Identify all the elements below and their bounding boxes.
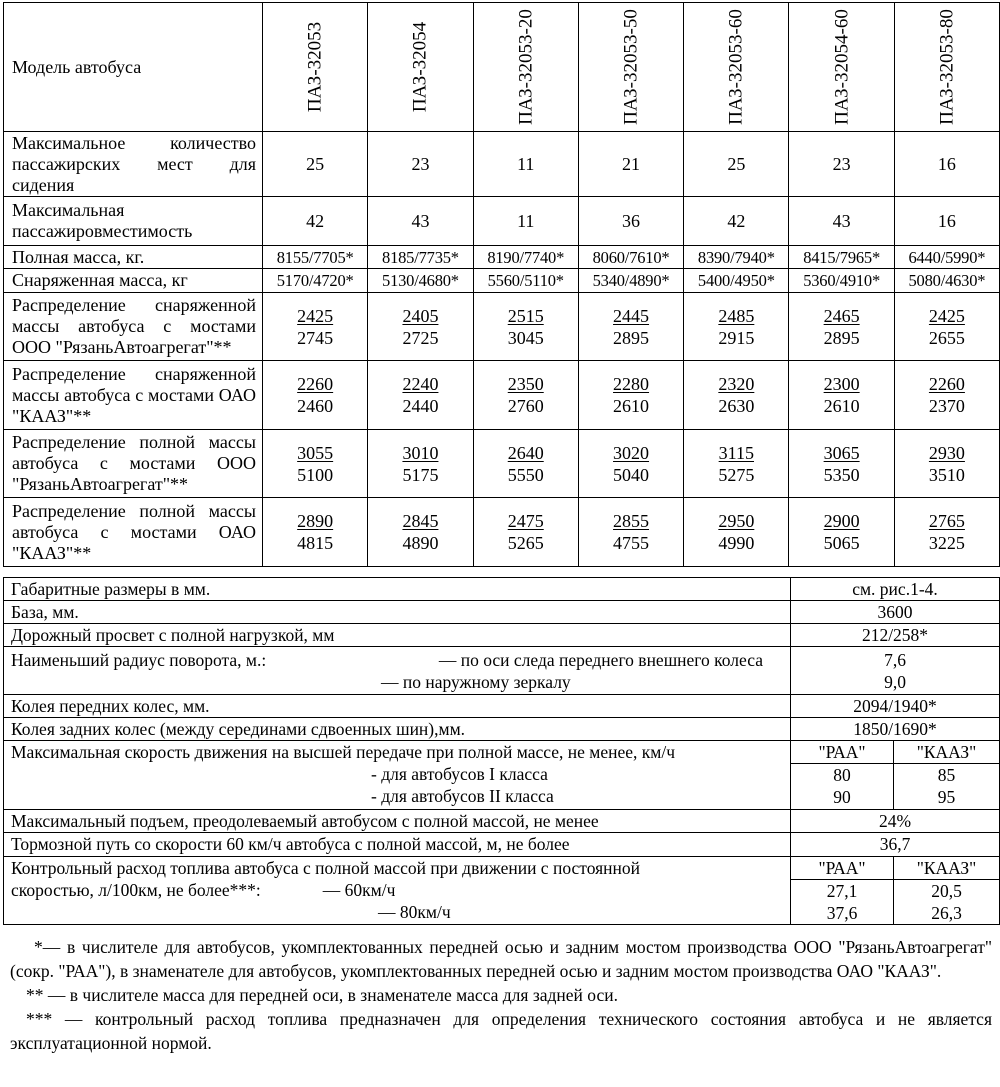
model-name: ПАЗ-32053-80 <box>936 9 958 125</box>
fraction <box>718 305 754 349</box>
row-dist-curb-kaaz <box>4 361 1000 430</box>
numerator: 2300 <box>823 374 860 394</box>
radius-label: Наименьший радиус поворота, м.: <box>11 649 267 670</box>
numerator: 3115 <box>718 442 754 463</box>
fraction-cell <box>368 361 473 430</box>
denominator: 2610 <box>823 396 860 416</box>
fuel-sub2: — 80км/ч <box>378 901 451 922</box>
speed-b2: 95 <box>894 786 1000 809</box>
numerator: 2475 <box>507 511 544 531</box>
numerator: 2930 <box>928 442 965 463</box>
speed-label: Максимальная скорость движения на высшей передаче при полной массе, не менее, км/ч <box>11 742 675 762</box>
model-name: ПАЗ-32053 <box>304 21 326 113</box>
denominator: 2630 <box>718 396 755 416</box>
denominator: 5065 <box>823 533 860 553</box>
value-cell: 16 <box>894 132 999 197</box>
fraction-cell <box>578 293 683 361</box>
denominator: 5265 <box>507 533 544 553</box>
dims-label: Габаритные размеры в мм. <box>4 578 791 601</box>
fraction-cell <box>263 293 368 361</box>
denominator: 4990 <box>718 533 755 553</box>
value-cell: 5340/4890* <box>578 269 683 293</box>
fraction-cell <box>789 361 894 430</box>
fraction-cell <box>894 293 999 361</box>
row-dist-curb-raa <box>4 293 1000 361</box>
numerator: 2845 <box>402 511 439 531</box>
radius-sub2: — по наружному зеркалу <box>381 671 571 692</box>
denominator: 4755 <box>613 533 650 553</box>
denominator: 2460 <box>297 396 334 416</box>
denominator: 2440 <box>402 396 439 416</box>
model-header <box>263 3 368 132</box>
denominator: 5100 <box>297 464 334 485</box>
dims-value: см. рис.1-4. <box>791 578 1000 601</box>
value-cell: 5560/5110* <box>473 269 578 293</box>
fraction-cell <box>368 498 473 567</box>
front-track-label: Колея передних колес, мм. <box>4 695 791 718</box>
fraction <box>297 305 333 349</box>
radius-sub1: — по оси следа переднего внешнего колеса <box>438 649 763 670</box>
fraction-cell <box>894 361 999 430</box>
denominator: 5275 <box>718 464 755 485</box>
rear-track-value: 1850/1690* <box>791 718 1000 741</box>
numerator: 2890 <box>297 511 334 531</box>
fraction-cell <box>684 498 789 567</box>
value-cell: 8185/7735* <box>368 246 473 269</box>
value-cell: 8415/7965* <box>789 246 894 269</box>
rear-track-label: Колея задних колес (между серединами сдвоенных шин),мм. <box>4 718 791 741</box>
numerator: 2485 <box>718 305 755 326</box>
numerator: 2445 <box>613 305 650 326</box>
denominator: 5175 <box>402 464 439 485</box>
value-cell: 8155/7705* <box>263 246 368 269</box>
denominator: 2655 <box>928 327 965 348</box>
fraction <box>824 442 860 486</box>
fraction <box>508 305 544 349</box>
fraction <box>508 442 544 486</box>
fuel-sub1: — 60км/ч <box>322 879 396 900</box>
speed-head-raa: "РАА" <box>791 741 894 764</box>
specs-table-general <box>3 577 1000 925</box>
fraction <box>718 510 754 554</box>
numerator: 2260 <box>297 374 334 394</box>
speed-cell <box>4 741 791 810</box>
row-label: Снаряженная масса, кг <box>4 269 263 293</box>
fraction <box>929 510 965 554</box>
value-cell: 23 <box>368 132 473 197</box>
row-label: Распределение снаряженной массы автобуса с мостами ОАО "КААЗ"** <box>4 361 263 430</box>
fraction <box>402 373 438 417</box>
model-name: ПАЗ-32053-60 <box>725 9 747 125</box>
denominator: 2760 <box>507 396 544 416</box>
row-dims <box>4 578 1000 601</box>
denominator: 5550 <box>507 464 544 485</box>
numerator: 2855 <box>613 511 650 531</box>
fraction-cell <box>368 293 473 361</box>
fraction-cell <box>789 430 894 498</box>
fraction-cell <box>473 498 578 567</box>
model-name: ПАЗ-32053-20 <box>515 9 537 125</box>
fraction-cell <box>578 361 683 430</box>
value-cell: 21 <box>578 132 683 197</box>
value-cell: 23 <box>789 132 894 197</box>
fraction-cell <box>473 430 578 498</box>
numerator: 3010 <box>402 442 439 463</box>
denominator: 3510 <box>928 464 965 485</box>
value-cell: 8060/7610* <box>578 246 683 269</box>
numerator: 2405 <box>402 305 439 326</box>
model-header <box>473 3 578 132</box>
row-label: Максимальное количество пассажирских мест для сидения <box>4 132 263 197</box>
radius-cell <box>4 647 791 695</box>
footnotes <box>10 935 992 1055</box>
row-brake <box>4 832 1000 856</box>
footnote-2: ** — в числителе масса для передней оси, в знаменателе масса для задней оси. <box>26 985 618 1005</box>
row-fuel-head <box>4 856 1000 879</box>
fraction <box>613 373 649 417</box>
denominator: 2745 <box>297 327 334 348</box>
row-seats <box>4 132 1000 197</box>
row-label: Распределение полной массы автобуса с мостами ООО "РязаньАвтоагрегат"** <box>4 430 263 498</box>
numerator: 2260 <box>928 374 965 394</box>
fraction-cell <box>473 361 578 430</box>
numerator: 2900 <box>823 511 860 531</box>
value-cell: 5130/4680* <box>368 269 473 293</box>
fuel-a2: 37,6 <box>791 902 894 925</box>
model-header <box>368 3 473 132</box>
footnote-1: *— в числителе для автобусов, укомплектованных передней осью и задним мостом производства ООО "РязаньАвтоагрегат" (сокр. "РАА"), в знаменателе для автобусов, укомплектованных передней осью и задним мостом производства ОАО "КААЗ". <box>10 937 992 981</box>
row-speed-head <box>4 741 1000 764</box>
value-cell: 6440/5990* <box>894 246 999 269</box>
numerator: 2280 <box>613 374 650 394</box>
fraction-cell <box>578 430 683 498</box>
fraction <box>297 442 333 486</box>
fraction <box>824 305 860 349</box>
fraction-cell <box>684 430 789 498</box>
fraction <box>718 442 754 486</box>
row-front-track <box>4 695 1000 718</box>
numerator: 3020 <box>613 442 650 463</box>
row-label: Распределение снаряженной массы автобуса с мостами ООО "РязаньАвтоагрегат"** <box>4 293 263 361</box>
fuel-a1: 27,1 <box>791 879 894 902</box>
footnote-3: *** — контрольный расход топлива предназначен для определения технического состояния автобуса и не является эксплуатационной нормой. <box>10 1009 992 1053</box>
fraction <box>613 305 649 349</box>
row-dist-full-raa <box>4 430 1000 498</box>
model-header <box>894 3 999 132</box>
brake-label: Тормозной путь со скорости 60 км/ч автобуса с полной массой, м, не более <box>4 832 791 856</box>
fraction <box>297 373 333 417</box>
row-label: Распределение полной массы автобуса с мостами ОАО "КААЗ"** <box>4 498 263 567</box>
denominator: 2610 <box>613 396 650 416</box>
numerator: 2425 <box>928 305 965 326</box>
denominator: 3045 <box>507 327 544 348</box>
numerator: 3065 <box>823 442 860 463</box>
value-cell: 8390/7940* <box>684 246 789 269</box>
row-full-mass <box>4 246 1000 269</box>
row-curb-mass <box>4 269 1000 293</box>
model-name: ПАЗ-32053-50 <box>620 9 642 125</box>
climb-value: 24% <box>791 809 1000 832</box>
value-cell: 25 <box>263 132 368 197</box>
fraction-cell <box>789 498 894 567</box>
base-value: 3600 <box>791 601 1000 624</box>
radius-v1: 7,6 <box>884 649 906 670</box>
fuel-label-2: скоростью, л/100км, не более***: <box>11 879 261 900</box>
fraction <box>402 442 438 486</box>
fraction-cell <box>894 498 999 567</box>
row-label: Полная масса, кг. <box>4 246 263 269</box>
numerator: 2350 <box>507 374 544 394</box>
fraction-cell <box>789 293 894 361</box>
fraction <box>402 510 438 554</box>
fraction-cell <box>368 430 473 498</box>
row-rear-track <box>4 718 1000 741</box>
fraction <box>824 373 860 417</box>
numerator: 2465 <box>823 305 860 326</box>
clearance-label: Дорожный просвет с полной нагрузкой, мм <box>4 624 791 647</box>
fuel-label-1: Контрольный расход топлива автобуса с полной массой при движении с постоянной <box>11 857 641 878</box>
fraction <box>718 373 754 417</box>
denominator: 4815 <box>297 533 334 553</box>
value-cell: 5360/4910* <box>789 269 894 293</box>
fuel-b1: 20,5 <box>894 879 1000 902</box>
numerator: 2765 <box>928 511 965 531</box>
value-cell: 5080/4630* <box>894 269 999 293</box>
denominator: 5350 <box>823 464 860 485</box>
fraction-cell <box>473 293 578 361</box>
value-cell: 36 <box>578 197 683 246</box>
speed-a1: 80 <box>791 764 894 787</box>
value-cell: 43 <box>789 197 894 246</box>
radius-v2: 9,0 <box>884 671 906 692</box>
numerator: 2425 <box>297 305 334 326</box>
speed-sub2: - для автобусов II класса <box>371 786 554 806</box>
fraction <box>824 510 860 554</box>
fraction <box>508 373 544 417</box>
value-cell: 8190/7740* <box>473 246 578 269</box>
value-cell: 16 <box>894 197 999 246</box>
climb-label: Максимальный подъем, преодолеваемый автобусом с полной массой, не менее <box>4 809 791 832</box>
fuel-b2: 26,3 <box>894 902 1000 925</box>
row-dist-full-kaaz <box>4 498 1000 567</box>
fuel-cell <box>4 856 791 924</box>
header-label: Модель автобуса <box>4 3 263 132</box>
row-clearance <box>4 624 1000 647</box>
denominator: 2895 <box>823 327 860 348</box>
front-track-value: 2094/1940* <box>791 695 1000 718</box>
fraction-cell <box>263 430 368 498</box>
fraction-cell <box>894 430 999 498</box>
denominator: 2370 <box>928 396 965 416</box>
speed-a2: 90 <box>791 786 894 809</box>
denominator: 2915 <box>718 327 755 348</box>
numerator: 2950 <box>718 511 755 531</box>
model-name: ПАЗ-32054-60 <box>831 9 853 125</box>
row-label: Максимальная пассажировместимость <box>4 197 263 246</box>
numerator: 2240 <box>402 374 439 394</box>
value-cell: 42 <box>263 197 368 246</box>
model-header <box>578 3 683 132</box>
row-climb <box>4 809 1000 832</box>
fraction <box>297 510 333 554</box>
fraction <box>929 373 965 417</box>
fraction-cell <box>263 498 368 567</box>
fraction-cell <box>684 293 789 361</box>
speed-head-kaaz: "КААЗ" <box>894 741 1000 764</box>
numerator: 2320 <box>718 374 755 394</box>
value-cell: 5170/4720* <box>263 269 368 293</box>
fraction <box>402 305 438 349</box>
numerator: 2640 <box>507 442 544 463</box>
denominator: 4890 <box>402 533 439 553</box>
row-base <box>4 601 1000 624</box>
speed-b1: 85 <box>894 764 1000 787</box>
denominator: 5040 <box>613 464 650 485</box>
value-cell: 25 <box>684 132 789 197</box>
model-header <box>789 3 894 132</box>
row-capacity <box>4 197 1000 246</box>
value-cell: 5400/4950* <box>684 269 789 293</box>
value-cell: 11 <box>473 132 578 197</box>
value-cell: 43 <box>368 197 473 246</box>
denominator: 3225 <box>928 533 965 553</box>
fraction <box>613 510 649 554</box>
fraction-cell <box>263 361 368 430</box>
value-cell: 42 <box>684 197 789 246</box>
header-row <box>4 3 1000 132</box>
fuel-head-raa: "РАА" <box>791 856 894 879</box>
denominator: 2725 <box>402 327 439 348</box>
denominator: 2895 <box>613 327 650 348</box>
numerator: 3055 <box>297 442 334 463</box>
specs-table-models <box>3 2 1000 567</box>
row-radius <box>4 647 1000 695</box>
model-header <box>684 3 789 132</box>
fraction <box>929 442 965 486</box>
fraction-cell <box>578 498 683 567</box>
base-label: База, мм. <box>4 601 791 624</box>
clearance-value: 212/258* <box>791 624 1000 647</box>
speed-sub1: - для автобусов I класса <box>371 764 548 784</box>
model-name: ПАЗ-32054 <box>409 21 431 113</box>
numerator: 2515 <box>507 305 544 326</box>
fraction <box>613 442 649 486</box>
fuel-head-kaaz: "КААЗ" <box>894 856 1000 879</box>
radius-values <box>791 647 1000 695</box>
value-cell: 11 <box>473 197 578 246</box>
fraction <box>508 510 544 554</box>
fraction <box>929 305 965 349</box>
brake-value: 36,7 <box>791 832 1000 856</box>
fraction-cell <box>684 361 789 430</box>
